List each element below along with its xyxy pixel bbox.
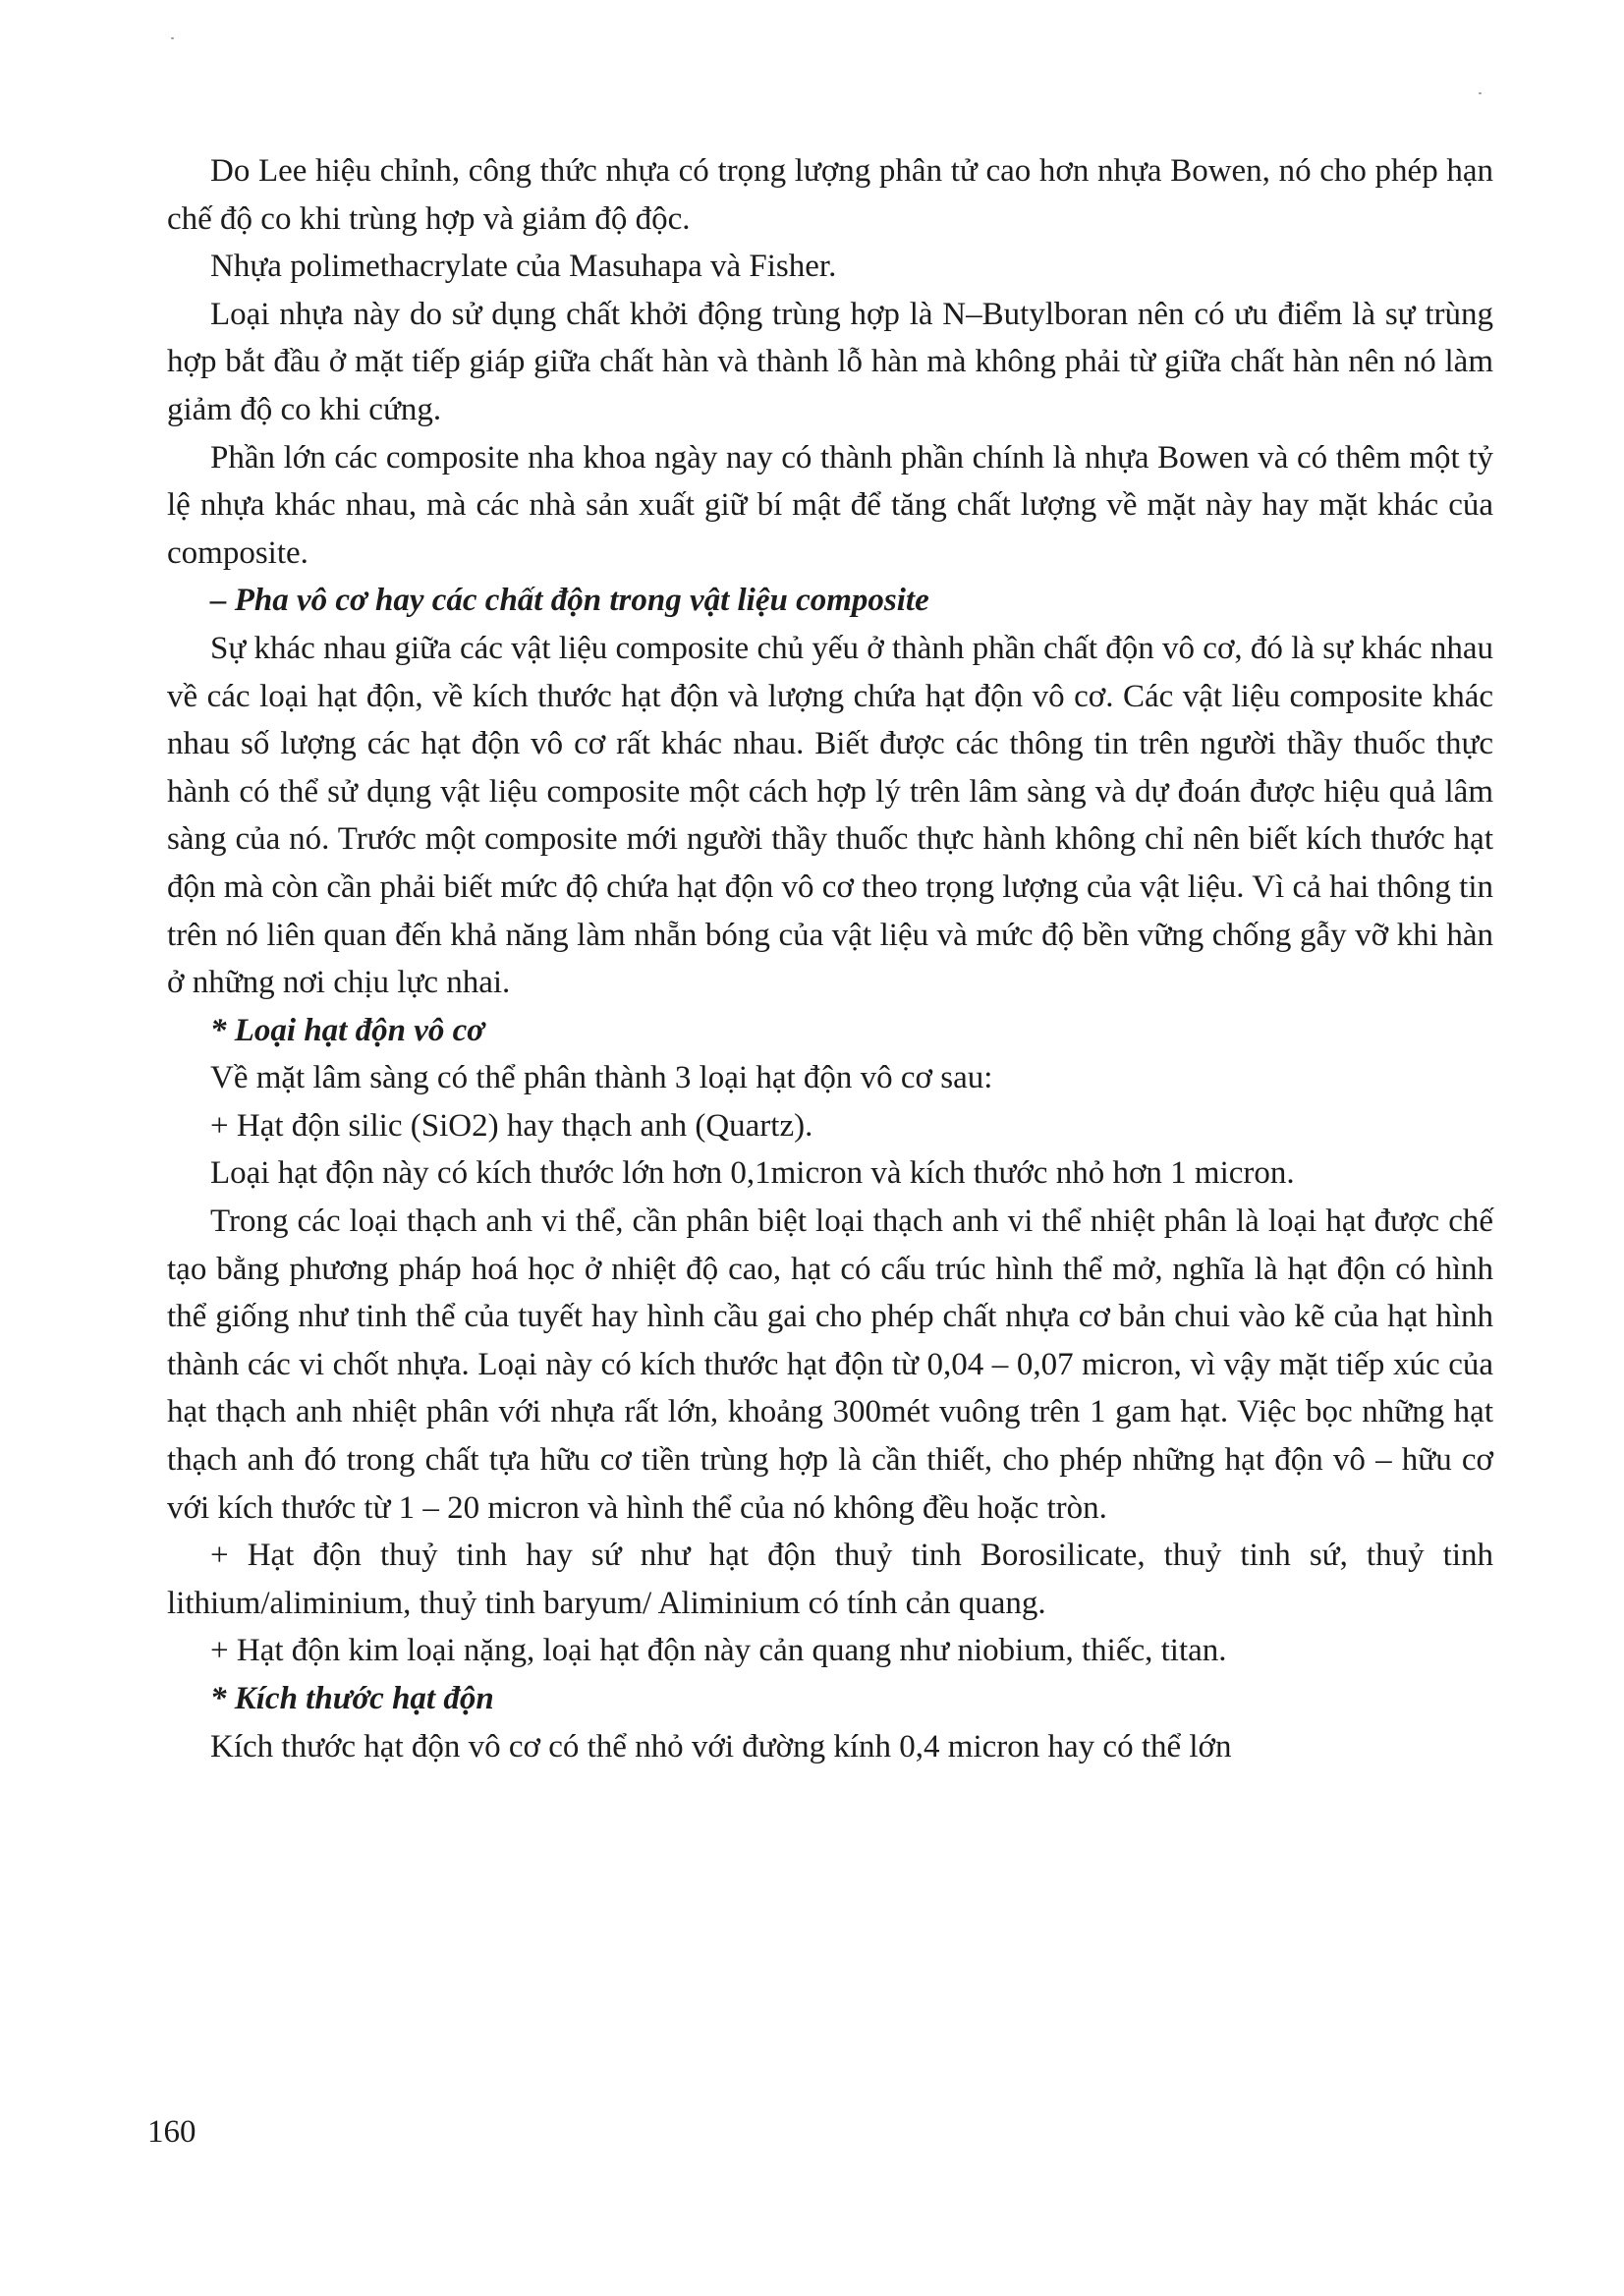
body-text [167, 147, 1493, 1770]
page-number: 160 [147, 2114, 196, 2150]
scan-speck [171, 37, 174, 39]
heading-filler-size: * Kích thước hạt độn [210, 1681, 494, 1716]
paragraph-bowen-composite: Phần lớn các composite nha khoa ngày nay có thành phần chính là nhựa Bowen và có thêm một tỷ lệ nhựa khác nhau, mà các nhà sản xuất giữ bí mật để tăng chất lượng về mặt này hay mặt khác của composite. [167, 439, 1493, 571]
scan-speck [1479, 92, 1482, 94]
paragraph-silica-size: Loại hạt độn này có kích thước lớn hơn 0,1micron và kích thước nhỏ hơn 1 micron. [210, 1155, 1295, 1192]
paragraph-lee-resin: Do Lee hiệu chỉnh, công thức nhựa có trọng lượng phân tử cao hơn nhựa Bowen, nó cho phép hạn chế độ co khi trùng hợp và giảm độ độc. [167, 153, 1493, 237]
paragraph-three-types: Về mặt lâm sàng có thể phân thành 3 loại hạt độn vô cơ sau: [210, 1060, 993, 1096]
list-item-heavy-metal: + Hạt độn kim loại nặng, loại hạt độn này cản quang như niobium, thiếc, titan. [210, 1633, 1227, 1669]
list-item-glass: + Hạt độn thuỷ tinh hay sứ như hạt độn thuỷ tinh Borosilicate, thuỷ tinh sứ, thuỷ tinh lithium/aliminium, thuỷ tinh baryum/ Aliminium có tính cản quang. [167, 1538, 1493, 1621]
paragraph-filler-differences: Sự khác nhau giữa các vật liệu composite chủ yếu ở thành phần chất độn vô cơ, đó là sự khác nhau về các loại hạt độn, về kích thước hạt độn và lượng chứa hạt độn vô cơ. Các vật liệu composite khác nhau số lượng các hạt độn vô cơ rất khác nhau. Biết được các thông tin trên người thầy thuốc thực hành có thể sử dụng vật liệu composite một cách hợp lý trên lâm sàng và dự đoán được hiệu quả lâm sàng của nó. Trước một composite mới người thầy thuốc thực hành không chỉ nên biết kích thước hạt độn mà còn cần phải biết mức độ chứa hạt độn vô cơ theo trọng lượng của vật liệu. Vì cả hai thông tin trên nó liên quan đến khả năng làm nhẵn bóng của vật liệu và mức độ bền vững chống gẫy vỡ khi hàn ở những nơi chịu lực nhai. [167, 630, 1493, 1001]
paragraph-pyrogenic-silica: Trong các loại thạch anh vi thể, cần phân biệt loại thạch anh vi thể nhiệt phân là loại hạt được chế tạo bằng phương pháp hoá học ở nhiệt độ cao, hạt có cấu trúc hình thể mở, nghĩa là hạt độn có hình thể giống như tinh thể của tuyết hay hình cầu gai cho phép chất nhựa cơ bản chui vào kẽ của hạt hình thành các vi chốt nhựa. Loại này có kích thước hạt độn từ 0,04 – 0,07 micron, vì vậy mặt tiếp xúc của hạt thạch anh nhiệt phân với nhựa rất lớn, khoảng 300mét vuông trên 1 gam hạt. Việc bọc những hạt thạch anh đó trong chất tựa hữu cơ tiền trùng hợp là cần thiết, cho phép những hạt độn vô – hữu cơ với kích thước từ 1 – 20 micron và hình thể của nó không đều hoặc tròn. [167, 1204, 1493, 1526]
paragraph-filler-size: Kích thước hạt độn vô cơ có thể nhỏ với đường kính 0,4 micron hay có thể lớn [210, 1728, 1232, 1764]
heading-inorganic-phase: – Pha vô cơ hay các chất độn trong vật liệu composite [210, 583, 929, 619]
list-item-silica: + Hạt độn silic (SiO2) hay thạch anh (Quartz). [210, 1107, 813, 1144]
paragraph-butylboran: Loại nhựa này do sử dụng chất khởi động trùng hợp là N–Butylboran nên có ưu điểm là sự trùng hợp bắt đầu ở mặt tiếp giáp giữa chất hàn và thành lỗ hàn mà không phải từ giữa chất hàn nên nó làm giảm độ co khi cứng. [167, 296, 1493, 427]
heading-filler-types: * Loại hạt độn vô cơ [210, 1012, 484, 1048]
paragraph-polimethacrylate: Nhựa polimethacrylate của Masuhapa và Fisher. [210, 249, 837, 285]
